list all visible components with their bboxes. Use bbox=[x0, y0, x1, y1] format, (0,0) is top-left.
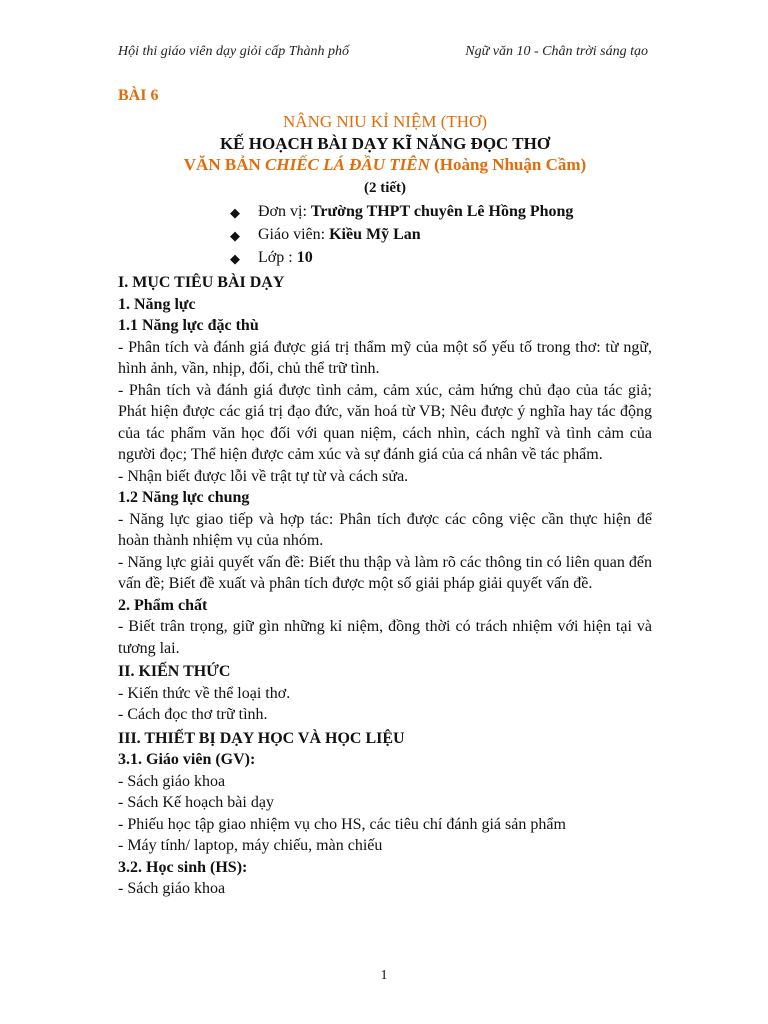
paragraph: - Năng lực giao tiếp và hợp tác: Phân tích được các công việc cần thực hiện để hoàn thành nhiệm vụ của nhóm. bbox=[118, 510, 652, 549]
info-list bbox=[230, 201, 652, 270]
document-body bbox=[118, 85, 652, 900]
paragraph: - Kiến thức về thể loại thơ. bbox=[118, 684, 291, 702]
section-heading: I. MỤC TIÊU BÀI DẠY bbox=[118, 274, 285, 291]
text-title-suffix: (Hoàng Nhuận Cầm) bbox=[429, 155, 587, 174]
black-diamond-icon: ◆ bbox=[230, 228, 240, 243]
subsection-heading: 1.1 Năng lực đặc thù bbox=[118, 317, 259, 334]
info-item-unit bbox=[230, 201, 652, 224]
black-diamond-icon: ◆ bbox=[230, 205, 240, 220]
info-value: Kiều Mỹ Lan bbox=[329, 226, 421, 243]
info-item-teacher bbox=[230, 224, 652, 247]
paragraph: - Sách giáo khoa bbox=[118, 880, 226, 897]
header-left: Hội thi giáo viên dạy giỏi cấp Thành phố bbox=[118, 44, 349, 59]
lesson-number: BÀI 6 bbox=[118, 87, 159, 104]
text-title bbox=[118, 154, 652, 176]
paragraph: - Máy tính/ laptop, máy chiếu, màn chiếu bbox=[118, 837, 383, 854]
info-label: Lớp : bbox=[258, 249, 297, 266]
header-right: Ngữ văn 10 - Chân trời sáng tạo bbox=[465, 44, 648, 59]
subsection-heading: 1.2 Năng lực chung bbox=[118, 489, 250, 506]
section-heading: II. KIẾN THỨC bbox=[118, 663, 231, 680]
paragraph: - Sách giáo khoa bbox=[118, 772, 226, 790]
paragraph: - Phân tích và đánh giá được tình cảm, cảm xúc, cảm hứng chủ đạo của tác giả; Phát hiện được các giá trị đạo đức, văn hoá từ VB; Nêu được ý nghĩa hay tác động của tác phẩm văn học đối với quan niệm, cách nhìn, cách nghĩ và tình cảm của người đọc; Thể hiện được cảm xúc và sự đánh giá của cá nhân về tác phẩm. bbox=[118, 381, 652, 463]
paragraph: - Cách đọc thơ trữ tình. bbox=[118, 706, 268, 723]
periods: (2 tiết) bbox=[363, 179, 407, 196]
info-value: 10 bbox=[296, 249, 313, 266]
subsection-heading: 2. Phẩm chất bbox=[118, 596, 208, 614]
info-label: Giáo viên: bbox=[258, 226, 330, 243]
text-title-prefix: VĂN BẢN bbox=[183, 155, 266, 174]
plan-title: KẾ HOẠCH BÀI DẠY KĨ NĂNG ĐỌC THƠ bbox=[219, 133, 551, 153]
paragraph: - Nhận biết được lỗi về trật tự từ và cách sửa. bbox=[118, 467, 409, 485]
subsection-heading: 3.2. Học sinh (HS): bbox=[118, 858, 248, 876]
subsection-heading: 1. Năng lực bbox=[118, 295, 196, 313]
page-number: 1 bbox=[380, 968, 388, 983]
paragraph: - Năng lực giải quyết vấn đề: Biết thu thập và làm rõ các thông tin có liên quan đến vấn đề; Biết đề xuất và phân tích được một số giải pháp giải quyết vấn đề. bbox=[118, 553, 652, 592]
info-label: Đơn vị: bbox=[258, 203, 311, 220]
black-diamond-icon: ◆ bbox=[230, 251, 240, 266]
subsection-heading: 3.1. Giáo viên (GV): bbox=[118, 751, 256, 768]
paragraph: - Biết trân trọng, giữ gìn những kỉ niệm, đồng thời có trách nhiệm với hiện tại và tương lai. bbox=[118, 618, 652, 657]
info-item-class bbox=[230, 247, 652, 270]
lesson-title: NÂNG NIU KỈ NIỆM (THƠ) bbox=[283, 112, 487, 131]
text-title-italic: CHIẾC LÁ ĐẦU TIÊN bbox=[265, 155, 430, 174]
paragraph: - Sách Kế hoạch bài dạy bbox=[118, 794, 274, 811]
info-value: Trường THPT chuyên Lê Hồng Phong bbox=[310, 203, 574, 220]
paragraph: - Phiếu học tập giao nhiệm vụ cho HS, các tiêu chí đánh giá sản phẩm bbox=[118, 815, 566, 833]
paragraph: - Phân tích và đánh giá được giá trị thẩm mỹ của một số yếu tố trong thơ: từ ngữ, hình ảnh, vần, nhịp, đối, chủ thể trữ tình. bbox=[118, 338, 652, 377]
section-heading: III. THIẾT BỊ DẠY HỌC VÀ HỌC LIỆU bbox=[118, 729, 405, 747]
